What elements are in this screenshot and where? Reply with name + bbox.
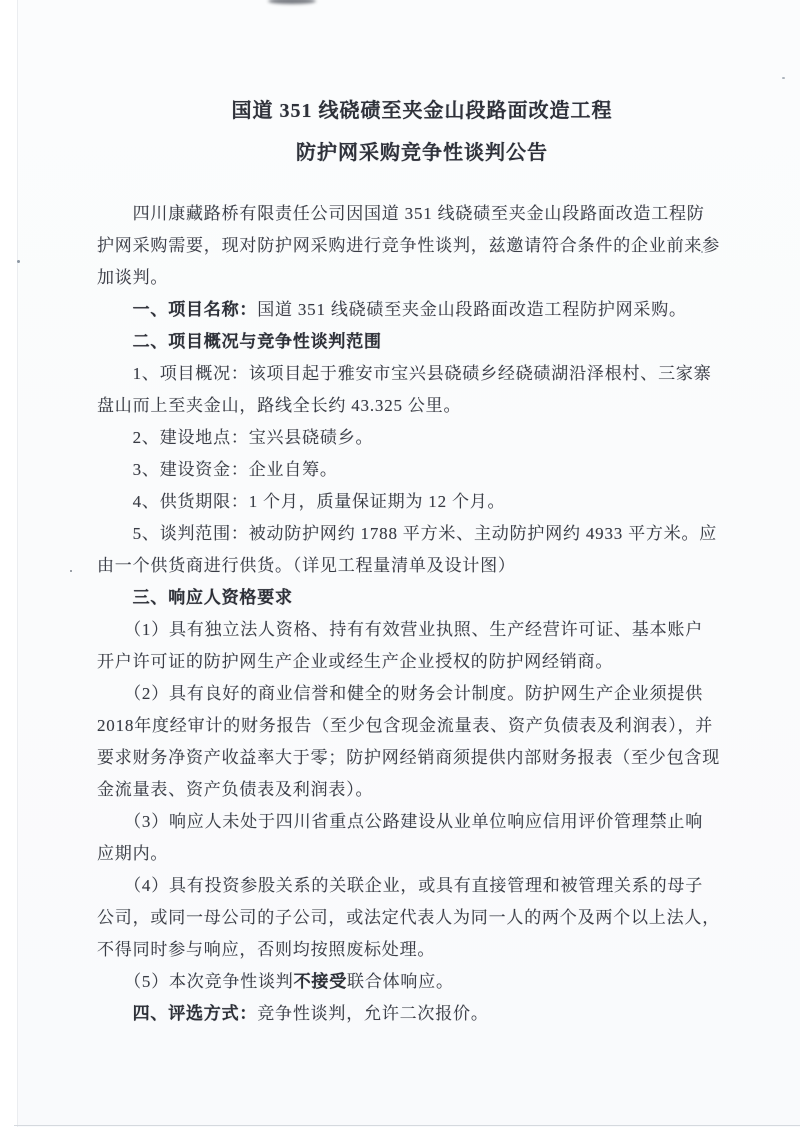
document-line	[97, 358, 729, 390]
bold-text: 不接受	[293, 972, 348, 991]
text: 开户许可证的防护网生产企业或经生产企业授权的防护网经销商。	[97, 652, 614, 671]
document-line	[97, 710, 729, 742]
text: 金流量表、资产负债表及利润表）。	[97, 780, 374, 799]
document-line	[97, 390, 729, 422]
document-line	[97, 838, 729, 870]
text	[97, 1004, 133, 1023]
text	[97, 588, 133, 607]
text: 公司，或同一母公司的子公司，或法定代表人为同一人的两个及两个以上法人，	[97, 908, 720, 927]
document-body	[97, 198, 729, 1030]
bold-text: 二、项目概况与竞争性谈判范围	[132, 332, 382, 351]
text: （2）具有良好的商业信誉和健全的财务会计制度。防护网生产企业须提供	[97, 684, 703, 703]
document-line	[97, 582, 729, 614]
document-line	[97, 774, 729, 806]
document-line	[97, 998, 729, 1030]
document-title-line-1: 国道 351 线硗碛至夹金山段路面改造工程	[231, 100, 613, 122]
text: 应期内。	[97, 844, 169, 863]
document-line	[97, 198, 729, 230]
text	[97, 332, 133, 351]
text: 不得同时参与响应，否则均按照废标处理。	[97, 940, 436, 959]
text: 2、建设地点：宝兴县硗碛乡。	[97, 428, 374, 447]
document-line	[97, 422, 729, 454]
text: 3、建设资金：企业自筹。	[97, 460, 338, 479]
document-line	[97, 870, 729, 902]
document-line	[97, 326, 729, 358]
text: 4、供货期限：1 个月，质量保证期为 12 个月。	[97, 492, 506, 511]
text: 竞争性谈判，允许二次报价。	[257, 1004, 489, 1023]
scan-speck	[782, 77, 785, 79]
text	[97, 300, 133, 319]
document-line	[97, 294, 729, 326]
text: （1）具有独立法人资格、持有有效营业执照、生产经营许可证、基本账户	[97, 620, 703, 639]
document-line	[97, 646, 729, 678]
text: （4）具有投资参股关系的关联企业，或具有直接管理和被管理关系的母子	[97, 876, 703, 895]
bold-text: 一、项目名称：	[132, 300, 258, 319]
text: 四川康藏路桥有限责任公司因国道 351 线硗碛至夹金山段路面改造工程防	[97, 204, 705, 223]
document-title-block	[97, 99, 747, 183]
text: 由一个供货商进行供货。（详见工程量清单及设计图）	[97, 556, 516, 575]
text: 联合体响应。	[347, 972, 454, 991]
document-line	[97, 486, 729, 518]
text: 加谈判。	[97, 268, 169, 287]
text: 要求财务净资产收益率大于零；防护网经销商须提供内部财务报表（至少包含现	[97, 748, 720, 767]
document-line	[97, 678, 729, 710]
text: 护网采购需要，现对防护网采购进行竞争性谈判，兹邀请符合条件的企业前来参	[97, 236, 720, 255]
scan-speck	[17, 260, 20, 263]
document-line	[97, 518, 729, 550]
text: 5、谈判范围：被动防护网约 1788 平方米、主动防护网约 4933 平方米。应	[97, 524, 718, 543]
text: （5）本次竞争性谈判	[97, 972, 294, 991]
scan-speck	[70, 570, 72, 572]
text: 2018年度经审计的财务报告（至少包含现金流量表、资产负债表及利润表），并	[97, 716, 714, 735]
document-line	[97, 614, 729, 646]
scan-bottom-edge	[14, 1125, 800, 1126]
document-line	[97, 262, 729, 294]
text: 盘山而上至夹金山，路线全长约 43.325 公里。	[97, 396, 462, 415]
document-line	[97, 806, 729, 838]
text: 1、项目概况：该项目起于雅安市宝兴县硗碛乡经硗碛湖沿泽根村、三家寨	[97, 364, 712, 383]
document-title-line-2: 防护网采购竞争性谈判公告	[296, 142, 548, 164]
document-line	[97, 454, 729, 486]
scan-left-edge	[17, 0, 18, 1127]
document-line	[97, 550, 729, 582]
bold-text: 三、响应人资格要求	[132, 588, 293, 607]
document-line	[97, 966, 729, 998]
document-line	[97, 742, 729, 774]
document-line	[97, 230, 729, 262]
text: （3）响应人未处于四川省重点公路建设从业单位响应信用评价管理禁止响	[97, 812, 703, 831]
bold-text: 四、评选方式：	[132, 1004, 258, 1023]
document-line	[97, 902, 729, 934]
text: 国道 351 线硗碛至夹金山段路面改造工程防护网采购。	[257, 300, 687, 319]
document-line	[97, 934, 729, 966]
